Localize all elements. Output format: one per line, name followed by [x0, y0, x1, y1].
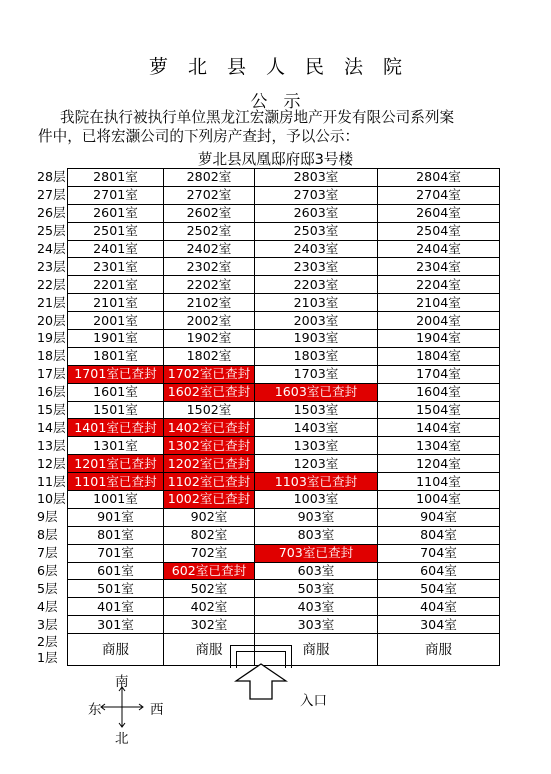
floor-row: [37, 508, 500, 526]
room-cell: 303室: [255, 616, 378, 634]
room-cell: 1904室: [378, 330, 500, 348]
floor-row: [37, 580, 500, 598]
room-cell: 301室: [68, 616, 164, 634]
room-cell: 1504室: [378, 401, 500, 419]
building-name: 萝北县凤凰邸府邸3号楼: [197, 151, 354, 168]
sealed-room-cell: 1401室已查封: [68, 419, 164, 437]
floor-label: 8层: [37, 527, 58, 543]
room-cell: 2101室: [68, 294, 164, 312]
floor-label: 16层: [37, 384, 66, 400]
room-cell: 702室: [164, 544, 255, 562]
compass: [88, 670, 178, 750]
floor-label: 14层: [37, 419, 66, 435]
room-cell: 2302室: [164, 258, 255, 276]
room-cell: 1902室: [164, 330, 255, 348]
sealed-room-cell: 1202室已查封: [164, 455, 255, 473]
room-cell: 1301室: [68, 437, 164, 455]
floor-row: [37, 544, 500, 562]
floor-row: [37, 240, 500, 258]
room-cell: 801室: [68, 526, 164, 544]
room-cell: 904室: [378, 508, 500, 526]
room-cell: 2304室: [378, 258, 500, 276]
up-arrow-icon: [234, 663, 288, 701]
room-cell: 1503室: [255, 401, 378, 419]
room-cell: 2604室: [378, 204, 500, 222]
room-cell: 2403室: [255, 240, 378, 258]
floor-row: [37, 419, 500, 437]
room-cell: 2601室: [68, 204, 164, 222]
room-cell: 2201室: [68, 276, 164, 294]
floor-row: [37, 312, 500, 330]
floor-row: [37, 562, 500, 580]
room-cell: 2802室: [164, 169, 255, 187]
room-cell: 2704室: [378, 186, 500, 204]
floor-row: [37, 491, 500, 509]
room-cell: 704室: [378, 544, 500, 562]
notice-paragraph: [38, 108, 518, 146]
room-cell: 1404室: [378, 419, 500, 437]
compass-south-label: 南: [115, 674, 129, 690]
sealed-room-cell: 1701室已查封: [68, 365, 164, 383]
room-cell: 2501室: [68, 222, 164, 240]
shop-cell: 商服: [378, 634, 500, 666]
room-cell: 1803室: [255, 347, 378, 365]
room-cell: 2102室: [164, 294, 255, 312]
sealed-room-cell: 1402室已查封: [164, 419, 255, 437]
floor-2-label: 2层: [37, 633, 58, 649]
floor-row: [37, 169, 500, 187]
floor-label: 9层: [37, 509, 58, 525]
sealed-room-cell: 1102室已查封: [164, 473, 255, 491]
floor-label: 20层: [37, 312, 66, 328]
room-table: [37, 168, 500, 666]
floor-row: [37, 616, 500, 634]
room-cell: 2504室: [378, 222, 500, 240]
compass-north-label: 北: [115, 731, 129, 747]
floor-label: 22层: [37, 276, 66, 292]
court-title: 萝北县人民法院: [148, 56, 422, 78]
floor-label: 6层: [37, 563, 58, 579]
sealed-room-cell: 1302室已查封: [164, 437, 255, 455]
floor-label: 25层: [37, 223, 66, 239]
room-cell: 402室: [164, 598, 255, 616]
room-cell: 501室: [68, 580, 164, 598]
room-cell: 1004室: [378, 491, 500, 509]
room-cell: 1203室: [255, 455, 378, 473]
room-cell: 1704室: [378, 365, 500, 383]
floor-label: 11层: [37, 473, 66, 489]
room-cell: 2801室: [68, 169, 164, 187]
room-cell: 604室: [378, 562, 500, 580]
floor-label: 10层: [37, 491, 66, 507]
notice-title: 公示: [250, 92, 317, 112]
room-cell: 803室: [255, 526, 378, 544]
room-cell: 2703室: [255, 186, 378, 204]
room-cell: 503室: [255, 580, 378, 598]
room-cell: 2502室: [164, 222, 255, 240]
floor-row: [37, 276, 500, 294]
room-cell: 2104室: [378, 294, 500, 312]
room-cell: 603室: [255, 562, 378, 580]
floor-label: 17层: [37, 366, 66, 382]
floor-row: [37, 526, 500, 544]
room-cell: 302室: [164, 616, 255, 634]
shop-cell: 商服: [68, 634, 164, 666]
floor-row: [37, 383, 500, 401]
room-cell: 1501室: [68, 401, 164, 419]
room-cell: 2603室: [255, 204, 378, 222]
floor-row: [37, 330, 500, 348]
floor-label: 13层: [37, 437, 66, 453]
floor-label: 27层: [37, 187, 66, 203]
room-cell: 2202室: [164, 276, 255, 294]
room-cell: 1804室: [378, 347, 500, 365]
room-cell: 1604室: [378, 383, 500, 401]
floor-row: [37, 222, 500, 240]
sealed-room-cell: 1603室已查封: [255, 383, 378, 401]
floor-label: [37, 634, 68, 666]
floor-label: 12层: [37, 455, 66, 471]
room-cell: 2003室: [255, 312, 378, 330]
room-cell: 2103室: [255, 294, 378, 312]
room-cell: 1303室: [255, 437, 378, 455]
floor-label: 3层: [37, 616, 58, 632]
paragraph-line-1: 我院在执行被执行单位黑龙江宏灏房地产开发有限公司系列案: [60, 109, 455, 126]
room-cell: 2402室: [164, 240, 255, 258]
entrance-label: 入口: [300, 693, 327, 709]
floor-row: [37, 473, 500, 491]
floor-row: [37, 598, 500, 616]
room-cell: 2804室: [378, 169, 500, 187]
floor-row: [37, 294, 500, 312]
floor-label: 5层: [37, 580, 58, 596]
compass-east-label: 东: [88, 702, 102, 718]
floor-row: [37, 204, 500, 222]
room-cell: 404室: [378, 598, 500, 616]
room-cell: 1003室: [255, 491, 378, 509]
room-cell: 2602室: [164, 204, 255, 222]
floor-row: [37, 437, 500, 455]
room-cell: 1903室: [255, 330, 378, 348]
sealed-room-cell: 1101室已查封: [68, 473, 164, 491]
room-cell: 304室: [378, 616, 500, 634]
shop-cell: 商服: [164, 634, 255, 666]
floor-label: 4层: [37, 598, 58, 614]
room-cell: 902室: [164, 508, 255, 526]
room-cell: 1601室: [68, 383, 164, 401]
room-cell: 2203室: [255, 276, 378, 294]
floor-row: [37, 258, 500, 276]
room-cell: 1901室: [68, 330, 164, 348]
floor-label: 18层: [37, 348, 66, 364]
room-cell: 2503室: [255, 222, 378, 240]
room-cell: 701室: [68, 544, 164, 562]
compass-west-label: 西: [150, 702, 164, 718]
room-cell: 2701室: [68, 186, 164, 204]
floor-row: [37, 455, 500, 473]
floor-row: [37, 347, 500, 365]
room-cell: 1001室: [68, 491, 164, 509]
floor-label: 19层: [37, 330, 66, 346]
room-cell: 2803室: [255, 169, 378, 187]
shop-cell: 商服: [255, 634, 378, 666]
room-cell: 2404室: [378, 240, 500, 258]
room-cell: 1304室: [378, 437, 500, 455]
floor-label: 7层: [37, 545, 58, 561]
floor-label: 24层: [37, 241, 66, 256]
room-cell: 2204室: [378, 276, 500, 294]
room-cell: 802室: [164, 526, 255, 544]
room-cell: 1703室: [255, 365, 378, 383]
sealed-room-cell: 703室已查封: [255, 544, 378, 562]
sealed-room-cell: 1103室已查封: [255, 473, 378, 491]
room-cell: 1802室: [164, 347, 255, 365]
sealed-room-cell: 1002室已查封: [164, 491, 255, 509]
sealed-room-cell: 1702室已查封: [164, 365, 255, 383]
room-cell: 2004室: [378, 312, 500, 330]
room-cell: 1801室: [68, 347, 164, 365]
room-cell: 2401室: [68, 240, 164, 258]
sealed-room-cell: 1602室已查封: [164, 383, 255, 401]
paragraph-line-2: 件中，已将宏灏公司的下列房产查封，予以公示：: [38, 128, 360, 145]
sealed-room-cell: 602室已查封: [164, 562, 255, 580]
room-cell: 2001室: [68, 312, 164, 330]
floor-row: [37, 365, 500, 383]
room-cell: 601室: [68, 562, 164, 580]
room-cell: 804室: [378, 526, 500, 544]
room-cell: 2301室: [68, 258, 164, 276]
room-cell: 403室: [255, 598, 378, 616]
room-cell: 903室: [255, 508, 378, 526]
floor-label: 23层: [37, 258, 66, 274]
room-cell: 504室: [378, 580, 500, 598]
room-cell: 401室: [68, 598, 164, 616]
floor-label: 21层: [37, 294, 66, 310]
room-cell: 1403室: [255, 419, 378, 437]
floor-label: 15层: [37, 402, 66, 418]
room-cell: 1204室: [378, 455, 500, 473]
floor-label: 28层: [37, 169, 66, 185]
room-cell: 1104室: [378, 473, 500, 491]
room-cell: 502室: [164, 580, 255, 598]
room-cell: 2303室: [255, 258, 378, 276]
floor-row: [37, 186, 500, 204]
room-cell: 1502室: [164, 401, 255, 419]
sealed-room-cell: 1201室已查封: [68, 455, 164, 473]
floor-label: 26层: [37, 205, 66, 221]
floor-row: [37, 401, 500, 419]
room-cell: 2702室: [164, 186, 255, 204]
floor-1-label: 1层: [37, 649, 58, 665]
room-cell: 901室: [68, 508, 164, 526]
room-cell: 2002室: [164, 312, 255, 330]
